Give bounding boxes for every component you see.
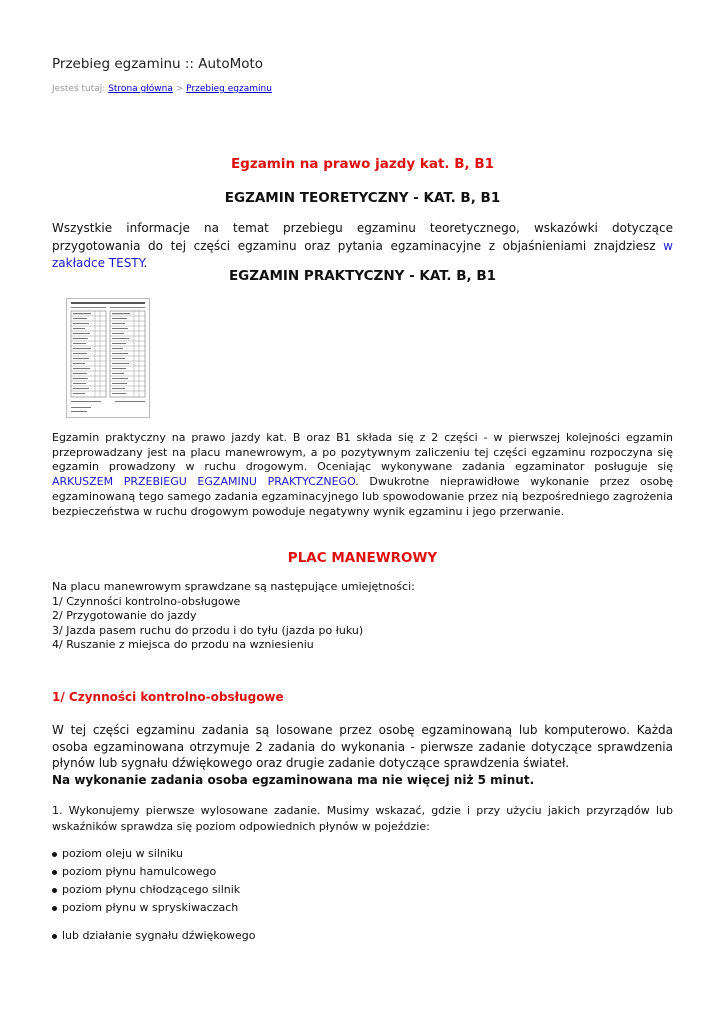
theory-end: . xyxy=(143,256,148,270)
tests-link[interactable]: w zakładce TESTY xyxy=(52,238,673,270)
site-title: Przebieg egzaminu :: AutoMoto xyxy=(52,56,264,72)
exam-sheet-link[interactable]: ARKUSZEM PRZEBIEGU EGZAMINU PRAKTYCZNEGO xyxy=(52,475,356,489)
plac-heading: PLAC MANEWROWY xyxy=(287,550,438,566)
exam-sheet-thumbnail[interactable] xyxy=(66,298,150,418)
breadcrumb xyxy=(52,84,272,94)
skill-item: 4/ Ruszanie z miejsca do przodu na wzniesieniu xyxy=(52,638,314,652)
skills-intro: Na placu manewrowym sprawdzane są następujące umiejętności: xyxy=(52,580,415,593)
exam-sheet-image xyxy=(67,299,149,417)
section1-text: W tej części egzaminu zadania są losowane przez osobę egzaminowaną lub komputerowo. Każda osoba egzaminowana otrzymuje 2 zadania do wykonania - pierwsze zadanie dotyczące sprawdzenia płynów lub sygnału dźwiękowego oraz drugie zadanie dotyczące sprawdzenia świateł. xyxy=(52,723,673,770)
practical-text-1: Egzamin praktyczny na prawo jazdy kat. B oraz B1 składa się z 2 części - w pierwszej kolejności egzamin przeprowadzany jest na placu manewrowym, a po pozytywnym zaliczeniu tej części egzaminu rozpoczyna się egzamin prowadzony w ruchu drogowym. Oceniając wykonywane zadania egzaminator posługuje się xyxy=(52,431,673,474)
breadcrumb-prefix: Jesteś tutaj: xyxy=(52,84,106,94)
section1-time-limit: Na wykonanie zadania osoba egzaminowana ma nie więcej niż 5 minut. xyxy=(52,772,535,787)
horn-list xyxy=(52,927,256,945)
theory-heading: EGZAMIN TEORETYCZNY - KAT. B, B1 xyxy=(224,190,501,206)
fluids-list xyxy=(52,845,240,917)
theory-text: Wszystkie informacje na temat przebiegu egzaminu teoretycznego, wskazówki dotyczące przygotowania do tej części egzaminu oraz pytania egzaminacyjne z objaśnieniami znajdziesz xyxy=(52,221,673,253)
section1-heading: 1/ Czynności kontrolno-obsługowe xyxy=(52,690,284,704)
list-item: lub działanie sygnału dźwiękowego xyxy=(52,927,256,945)
practical-text-2: . Dwukrotne nieprawidłowe wykonanie przez osobę egzaminowaną tego samego zadania egzaminacyjnego lub spowodowanie przez nią bezpośredniego zagrożenia bezpieczeństwa w ruchu drogowym powoduje negatywny wynik egzaminu i jego przerwanie. xyxy=(52,475,673,518)
skills-list xyxy=(52,580,415,653)
page-title: Egzamin na prawo jazdy kat. B, B1 xyxy=(230,156,495,172)
practical-heading: EGZAMIN PRAKTYCZNY - KAT. B, B1 xyxy=(228,268,497,284)
theory-paragraph xyxy=(52,220,673,273)
skill-item: 1/ Czynności kontrolno-obsługowe xyxy=(52,594,241,608)
list-item: poziom oleju w silniku xyxy=(52,845,240,863)
breadcrumb-current-link[interactable]: Przebieg egzaminu xyxy=(186,84,272,94)
practical-paragraph xyxy=(52,431,673,519)
skill-item: 2/ Przygotowanie do jazdy xyxy=(52,609,197,623)
breadcrumb-home-link[interactable]: Strona główna xyxy=(108,84,173,94)
breadcrumb-separator: > xyxy=(175,84,184,94)
list-item: poziom płynu w spryskiwaczach xyxy=(52,899,240,917)
list-item: poziom płynu hamulcowego xyxy=(52,863,240,881)
section1-paragraph xyxy=(52,722,673,788)
skill-item: 3/ Jazda pasem ruchu do przodu i do tyłu (jazda po łuku) xyxy=(52,623,364,637)
step1-paragraph: 1. Wykonujemy pierwsze wylosowane zadanie. Musimy wskazać, gdzie i przy użyciu jakich przyrządów lub wskaźników sprawdza się poziom odpowiednich płynów w pojeździe: xyxy=(52,804,673,833)
list-item: poziom płynu chłodzącego silnik xyxy=(52,881,240,899)
